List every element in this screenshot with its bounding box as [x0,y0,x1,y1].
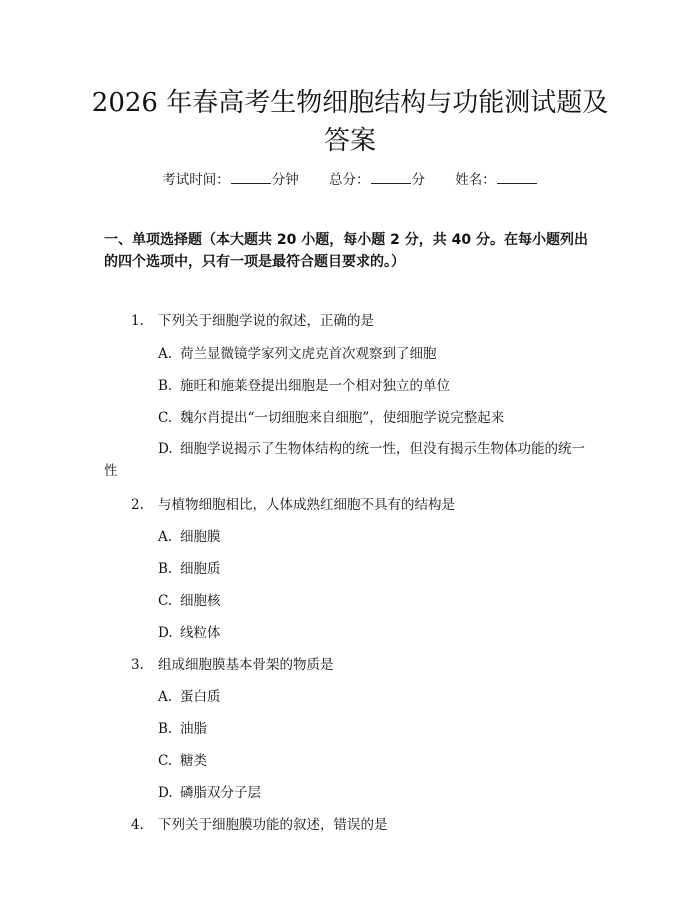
option-text: 细胞膜 [180,529,221,545]
question [131,654,334,676]
question [131,814,388,836]
option-label: A. [158,346,173,362]
option-label: C. [158,753,173,769]
option-label: B. [158,721,173,737]
option-text: 魏尔肖提出“一切细胞来自细胞”，使细胞学说完整起来 [180,410,505,426]
option [158,750,207,772]
option-label: D. [158,625,173,641]
option [158,407,504,429]
option-text: 糖类 [180,753,207,769]
option-text: 磷脂双分子层 [180,785,261,801]
option-text: 油脂 [180,721,207,737]
option [158,526,221,548]
option-label: D. [158,441,173,457]
question-stem: 组成细胞膜基本骨架的物质是 [158,657,334,673]
question [131,310,374,332]
option [158,343,437,365]
option [158,686,221,708]
question-stem: 下列关于细胞学说的叙述，正确的是 [158,313,374,329]
name-label: 姓名： [455,172,496,188]
question-stem: 与植物细胞相比，人体成熟红细胞不具有的结构是 [158,497,455,513]
exam-meta [0,170,700,189]
score-blank [371,170,411,184]
exam-time [162,172,299,188]
exam-name [455,172,538,188]
option-text: 荷兰显微镜学家列文虎克首次观察到了细胞 [180,346,437,362]
option-text: 施旺和施莱登提出细胞是一个相对独立的单位 [180,378,450,394]
option-text: 细胞学说揭示了生物体结构的统一性，但没有揭示生物体功能的统一性 [104,441,585,479]
option-text: 细胞核 [180,593,221,609]
option [158,782,261,804]
option-text: 线粒体 [180,625,221,641]
option-label: B. [158,378,173,394]
time-unit: 分钟 [271,172,299,188]
option [158,375,450,397]
option-label: D. [158,785,173,801]
option-label: A. [158,529,173,545]
question-number: 4. [131,817,144,833]
exam-score [329,172,425,188]
question [131,494,455,516]
time-blank [231,170,271,184]
question-number: 2. [131,497,144,513]
score-label: 总分： [329,172,370,188]
option [104,438,596,482]
question-number: 3. [131,657,144,673]
time-label: 考试时间： [162,172,230,188]
option-label: B. [158,561,173,577]
page-title: 2026 年春高考生物细胞结构与功能测试题及答案 [91,88,609,156]
option-text: 细胞质 [180,561,221,577]
question-stem: 下列关于细胞膜功能的叙述，错误的是 [158,817,388,833]
question-number: 1. [131,313,144,329]
name-blank [497,170,537,184]
score-unit: 分 [411,172,425,188]
option-label: C. [158,410,173,426]
option [158,718,207,740]
option [158,622,221,644]
option [158,558,221,580]
option-text: 蛋白质 [180,689,221,705]
option [158,590,221,612]
option-label: C. [158,593,173,609]
option-label: A. [158,689,173,705]
section-heading: 一、单项选择题（本大题共 20 小题，每小题 2 分，共 40 分。在每小题列出的四个选项中，只有一项是最符合题目要求的。） [104,232,588,270]
